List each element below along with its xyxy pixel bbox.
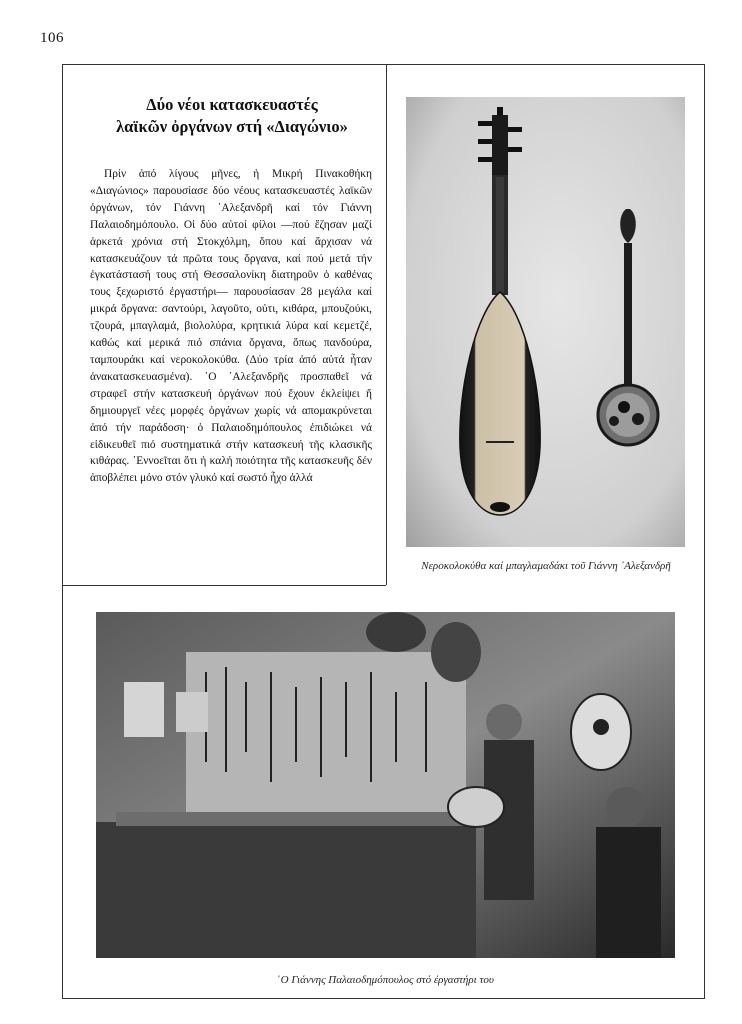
article-title-line-2: λαϊκῶν ὀργάνων στή «Διαγώνιο» [116,117,348,136]
workshop-photo [96,612,675,958]
instruments-photo [406,97,685,547]
article-title-line-1: Δύο νέοι κατασκευαστές [146,95,318,114]
page-number: 106 [40,30,64,46]
article-title [82,94,382,138]
instruments-caption: Νεροκολοκύθα καί μπαγλαμαδάκι τοῦ Γιάννη ᾿Αλεξανδρῆ [421,560,671,572]
row-divider [62,585,386,586]
workshop-caption: ῾Ο Γιάννης Παλαιοδημόπουλος στό ἐργαστήρι του [277,974,494,986]
article-body: Πρίν ἀπό λίγους μῆνες, ἡ Μικρή Πινακοθήκη «Διαγώνιος» παρουσίασε δύο νέους κατασκευαστές λαϊκῶν ὀργάνων, τόν Γιάννη ᾿Αλεξανδρῆ καί τόν Γιάννη Παλαιοδημόπουλο. Οἱ δύο αὐτοί φίλοι —πού ἔζησαν μαζί ἀρκετά χρόνια στή Στοκχόλμη, ὅπου καί ἄρχισαν νά κατασκευάζουν τά πρῶτα τους ὄργανα, καί πού μετά τήν ἐγκατάστασή τους στή Θεσσαλονίκη διατηροῦν ὁ καθένας τους ξεχωριστό ἐργαστήρι— παρουσίασαν 28 μεγάλα καί μικρά ὄργανα: σαντούρι, λαγοῦτο, οὐτι, κιθάρα, μπουζούκι, τζουρά, μπαγλαμά, βιολολύρα, κρητικιά λύρα καί κεμετζέ, καθώς καί μερικά πιό σπάνια ὄργανα, ὅπως πανδούρα, ταμπουράκι καί νεροκολοκύθα. (Δύο τρία ἀπό αὐτά ἦταν ἀνακατασκευασμένα). ῾Ο ᾿Αλεξανδρῆς προσπαθεῖ νά στραφεῖ στήν κατασκευή ὀργάνων πού ἔχουν ἐκλείψει ἤ δημιουργεῖ νέες μορφές ὀργάνων χωρίς νά απομακρύνεται ἀπό τήν παράδοση· ὁ Παλαιοδημόπουλος ἐπιδιώκει νά εἰδικευθεῖ πιό συστηματικά στήν κατασκευή τῆς κλασικῆς κιθάρας. ᾿Εννοεῖται ὅτι ἡ καλή ποιότητα τῆς κατασκευῆς δέν ἀποβλέπει μόνο στόν γλυκό καί σωστό ἦχο ἀλλά [90,168,372,485]
column-divider [386,64,387,585]
